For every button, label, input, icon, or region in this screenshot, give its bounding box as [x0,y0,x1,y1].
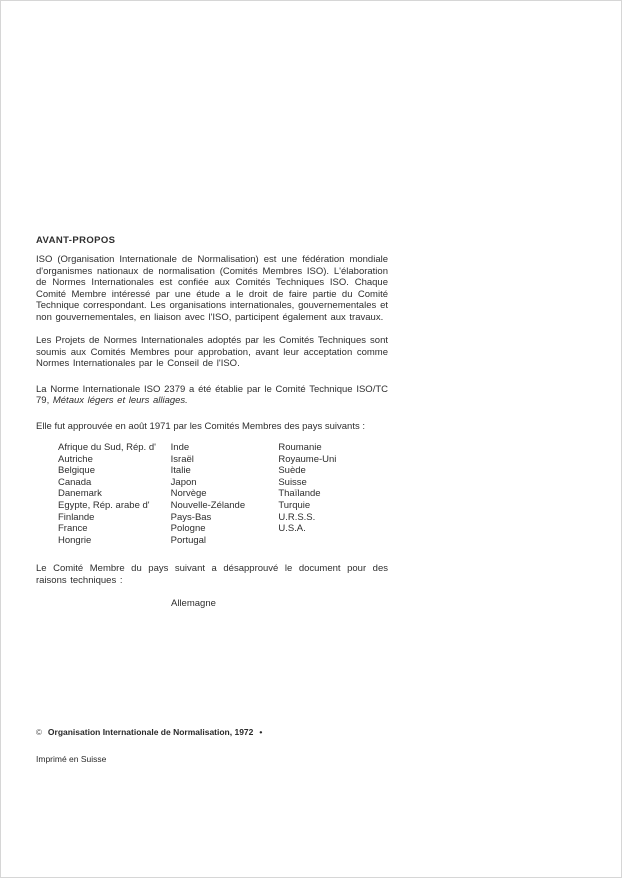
copyright-line [36,727,436,737]
country-item: Afrique du Sud, Rép. d' [58,442,156,453]
page-content [36,235,388,609]
country-item: France [58,523,88,535]
country-item: Suisse [278,476,307,488]
drafts-paragraph: Les Projets de Normes Internationales adoptés par les Comités Techniques sont soumis aux Comités Membres pour approbation, avant leur acceptation comme Normes Internationales par le Conseil de l'ISO. [36,335,388,369]
country-item: U.S.A. [278,523,306,535]
country-item: Thaïlande [278,488,321,500]
country-item: Roumanie [278,442,322,453]
disapproving-country: Allemagne [171,598,216,610]
country-item: Israël [170,453,194,465]
country-item: Japon [170,476,197,488]
country-item: Nouvelle-Zélande [170,499,246,511]
copyright-bullet: • [259,727,263,737]
country-item: Royaume-Uni [278,453,337,465]
country-item: Hongrie [58,534,92,546]
country-column-2 [171,442,279,546]
intro-paragraph: ISO (Organisation Internationale de Normalisation) est une fédération mondiale d'organismes nationaux de normalisation (Comités Membres ISO). L'élaboration de Normes Internationales est confiée aux Comités Techniques ISO. Chaque Comité Membre intéressé par une étude a le droit de faire partie du Comité Technique correspondant. Les organisations internationales, gouvernementales et non gouvernementales, en liaison avec l'ISO, participent également aux travaux. [36,254,388,323]
country-item: Italie [170,465,191,477]
printed-note: Imprimé en Suisse [36,754,107,764]
country-item: Canada [58,476,92,488]
approval-intro: Elle fut approuvée en août 1971 par les Comités Membres des pays suivants : [36,420,365,432]
country-column-3 [278,442,388,546]
country-item: Portugal [170,534,207,546]
country-item: U.R.S.S. [278,511,316,523]
country-item: Autriche [58,453,93,465]
countries-table [58,442,388,546]
standard-paragraph [36,384,388,407]
country-item: Turquie [278,499,311,511]
country-item: Finlande [58,511,95,523]
country-item: Danemark [58,488,102,500]
country-item: Egypte, Rép. arabe d' [58,499,150,511]
country-item: Pologne [170,523,206,535]
copyright-icon: © [36,727,42,737]
country-column-1 [58,442,171,546]
country-item: Inde [170,442,190,453]
page-heading: AVANT-PROPOS [36,235,116,246]
copyright-text: Organisation Internationale de Normalisation, 1972 [47,727,254,737]
standard-paragraph-prefix: La Norme Internationale ISO 2379 a été établie par le Comité Technique ISO/TC 79, [36,383,388,406]
standard-title-italic: Métaux légers et leurs alliages. [52,395,188,406]
country-item: Belgique [58,465,95,477]
disapproval-paragraph: Le Comité Membre du pays suivant a désapprouvé le document pour des raisons techniques : [36,563,388,586]
page-footer [36,727,436,764]
country-item: Suède [278,465,306,477]
country-item: Norvège [170,488,207,500]
country-item: Pays-Bas [170,511,212,523]
